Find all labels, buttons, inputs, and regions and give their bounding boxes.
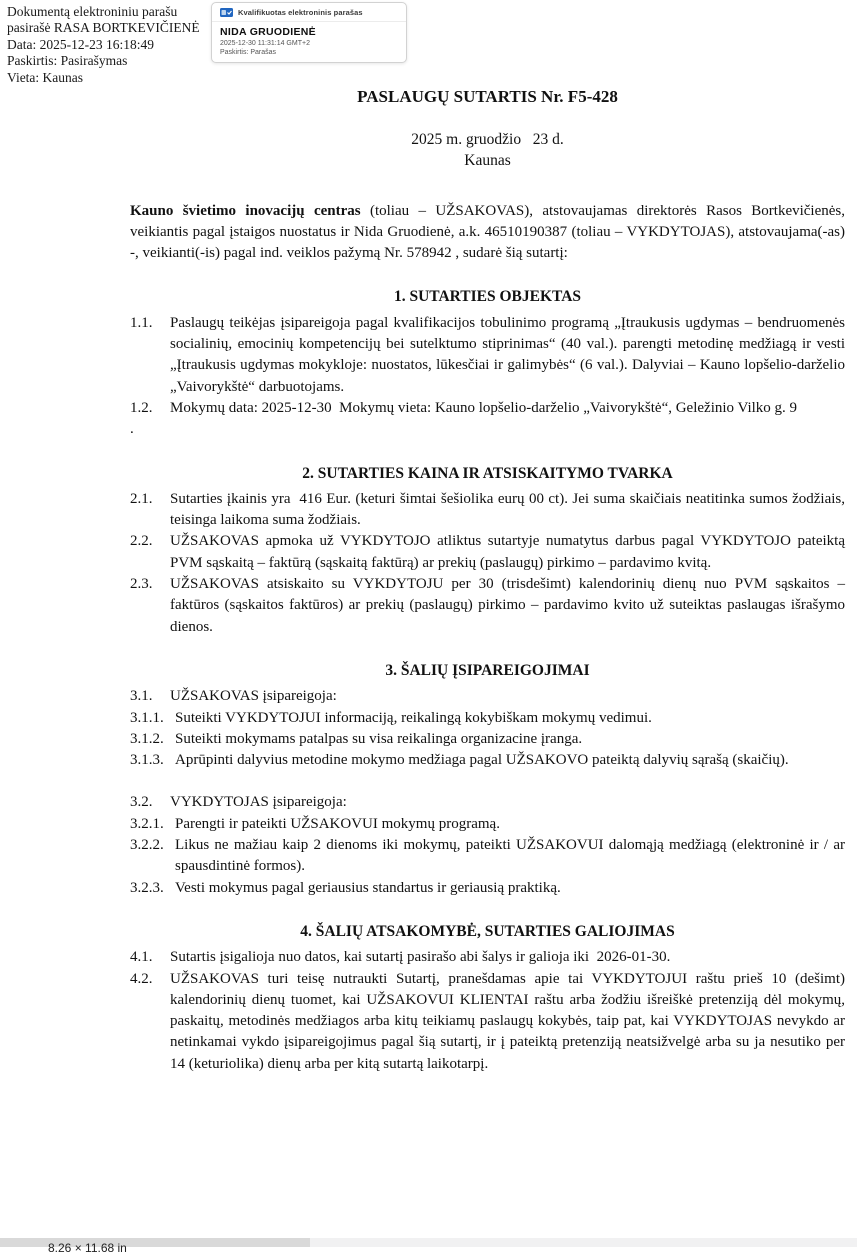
contract-clause xyxy=(130,574,845,638)
contract-clause xyxy=(130,750,845,771)
clause-text: UŽSAKOVAS atsiskaito su VYKDYTOJU per 30 (trisdešimt) kalendorinių dienų nuo PVM sąskaitos – faktūros (sąskaitos faktūros) ar prekių (paslaugų) pirkimo – pardavimo kvito už suteiktas paslaugas išrašymo dienos. xyxy=(170,576,845,635)
signature-purpose: Paskirtis: Parašas xyxy=(220,49,277,56)
contract-city: Kaunas xyxy=(464,152,511,170)
clause-text: Suteikti mokymams patalpas su visa reikalinga organizacine įranga. xyxy=(175,730,583,747)
clause-text: Likus ne mažiau kaip 2 dienoms iki mokymų, pateikti UŽSAKOVUI dalomąją medžiagą (elektroninė ir / ar spausdintinė formos). xyxy=(175,837,845,875)
clause-spacer xyxy=(130,771,845,792)
clause-number: 3.2. xyxy=(130,794,153,811)
clause-number: 1.1. xyxy=(130,314,153,331)
section-heading: 1. SUTARTIES OBJEKTAS xyxy=(393,288,582,306)
buyer-name-bold: Kauno švietimo inovacijų centras xyxy=(130,202,361,219)
signature-timestamp: 2025-12-30 11:31:14 GMT+2 xyxy=(220,40,310,47)
clause-text xyxy=(170,419,845,440)
section-heading: 2. SUTARTIES KAINA IR ATSISKAITYMO TVARKA xyxy=(302,464,673,482)
signature-info-line: Paskirtis: Pasirašymas xyxy=(7,53,128,69)
clause-text: UŽSAKOVAS turi teisę nutraukti Sutartį, pranešdamas apie tai VYKDYTOJUI raštu prieš 10 (dešimt) kalendorinių dienų tuomet, kai UŽSAKOVUI KLIENTAI raštu arba žodžiu išreiškė pretenziją dėl mokymų, paskaitų, metodinės medžiagos arba kitų teikiamų paslaugų kokybės, taip pat, kai VYKDYTOJAS nevykdo ar netinkamai vykdo įsipareigojimus pagal šią sutartį, ir į pateiktą pretenziją neatsižvelgė arba su ja nesutiko per 14 (keturiolika) dienų arba per kitą sutartą laikotarpį. xyxy=(170,970,845,1072)
section-heading: 3. ŠALIŲ ĮSIPAREIGOJIMAI xyxy=(385,661,590,679)
clause-number: 2.1. xyxy=(130,490,153,507)
contract-clause xyxy=(130,814,845,835)
page-size-text: 8.26 × 11.68 in xyxy=(48,1241,127,1255)
signer-name: NIDA GRUODIENĖ xyxy=(220,26,316,38)
clause-number: . xyxy=(130,421,134,438)
signature-info-line: Dokumentą elektroniniu parašu xyxy=(7,4,178,19)
contract-clause xyxy=(130,835,845,878)
signature-stamp-title: Kvalifikuotas elektroninis parašas xyxy=(238,8,363,17)
signature-info-line: Vieta: Kaunas xyxy=(7,69,84,85)
contract-clause xyxy=(130,792,845,813)
contract-clause xyxy=(130,708,845,729)
contract-title: PASLAUGŲ SUTARTIS Nr. F5-428 xyxy=(357,87,618,106)
clause-number: 3.1.2. xyxy=(130,730,164,747)
contract-clause xyxy=(130,398,845,419)
clause-text: Sutarties įkainis yra 416 Eur. (keturi šimtai šešiolika eurų 00 ct). Jei suma skaičiais neatitinka sumos žodžiais, teisinga laikoma suma žodžiais. xyxy=(170,490,845,529)
clause-number: 3.1.3. xyxy=(130,752,164,769)
clause-number: 3.1.1. xyxy=(130,709,164,726)
clause-number: 1.2. xyxy=(130,399,153,416)
clause-text: Parengti ir pateikti UŽSAKOVUI mokymų programą. xyxy=(175,815,500,832)
contract-clause xyxy=(130,489,845,532)
clause-text: Mokymų data: 2025-12-30 Mokymų vieta: Kauno lopšelio-darželio „Vaivorykštė“, Geležinio Vilko g. 9 xyxy=(170,399,798,416)
clause-text: Paslaugų teikėjas įsipareigoja pagal kvalifikacijos tobulinimo programą „Įtraukusis ugdymas – bendruomenės socialinių, emocinių kompetencijų bei sutelktumo stiprinimas“ (40 val.). parengti metodinę medžiagą ir vesti „Įtraukusis ugdymas mokykloje: nuostatos, lūkesčiai ir galimybės“ (6 val.). Dalyviai – Kauno lopšelio-darželio „Vaivorykštė“ darbuotojams. xyxy=(170,314,845,395)
signature-info-line: Data: 2025-12-23 16:18:49 xyxy=(7,36,154,52)
clause-text: Sutartis įsigalioja nuo datos, kai sutartį pasirašo abi šalys ir galioja iki 2026-01-30. xyxy=(170,949,671,966)
contract-clause xyxy=(130,878,845,899)
contract-intro-paragraph xyxy=(130,201,845,265)
clause-number: 2.2. xyxy=(130,533,153,550)
clause-number: 3.1. xyxy=(130,688,153,705)
clause-text: VYKDYTOJAS įsipareigoja: xyxy=(170,794,347,811)
contract-clause xyxy=(130,947,845,968)
clause-text: Vesti mokymus pagal geriausius standartus ir geriausią praktiką. xyxy=(175,879,561,896)
clause-number: 3.2.1. xyxy=(130,815,164,832)
section-heading: 4. ŠALIŲ ATSAKOMYBĖ, SUTARTIES GALIOJIMAS xyxy=(300,922,675,940)
clause-text: UŽSAKOVAS įsipareigoja: xyxy=(170,688,337,705)
clause-number: 2.3. xyxy=(130,576,153,593)
signature-info-line: pasirašė RASA BORTKEVIČIENĖ xyxy=(7,20,200,36)
clause-text: Aprūpinti dalyvius metodine mokymo medžiaga pagal UŽSAKOVO pateiktą dalyvių sąrašą (skaičių). xyxy=(175,752,789,769)
clause-text: UŽSAKOVAS apmoka už VYKDYTOJO atliktus sutartyje numatytus darbus pagal VYKDYTOJO pateiktą PVM sąskaitą – faktūrą (sąskaitą faktūrą) ar prekių (paslaugų) pirkimo – pardavimo kvitą. xyxy=(170,533,845,571)
contract-clause xyxy=(130,729,845,750)
contract-clause xyxy=(130,969,845,1075)
contract-clause xyxy=(130,419,845,440)
page-size-indicator xyxy=(0,1238,310,1255)
contract-body xyxy=(130,0,845,1075)
clause-number: 3.2.3. xyxy=(130,879,164,896)
clause-number: 4.1. xyxy=(130,949,153,966)
contract-clause xyxy=(130,686,845,707)
clause-number: 4.2. xyxy=(130,970,153,987)
contract-date: 2025 m. gruodžio 23 d. xyxy=(411,131,564,148)
contract-clause xyxy=(130,531,845,574)
clause-text: Suteikti VYKDYTOJUI informaciją, reikalingą kokybiškam mokymų vedimui. xyxy=(175,709,652,726)
viewer-footer-bar xyxy=(0,1238,857,1255)
intro-text: (toliau – UŽSAKOVAS), atstovaujamas direktorės Rasos Bortkevičienės, veikiantis pagal įstaigos nuostatus ir Nida Gruodienė, a.k. 46510190387 (toliau – VYKDYTOJAS), atstovaujama(-as) -, veikianti(-is) pagal ind. veiklos pažymą Nr. 578942 , sudarė šią sutartį: xyxy=(130,202,846,262)
contract-sections xyxy=(130,286,845,1075)
contract-clause xyxy=(130,313,845,398)
clause-number: 3.2.2. xyxy=(130,837,164,854)
